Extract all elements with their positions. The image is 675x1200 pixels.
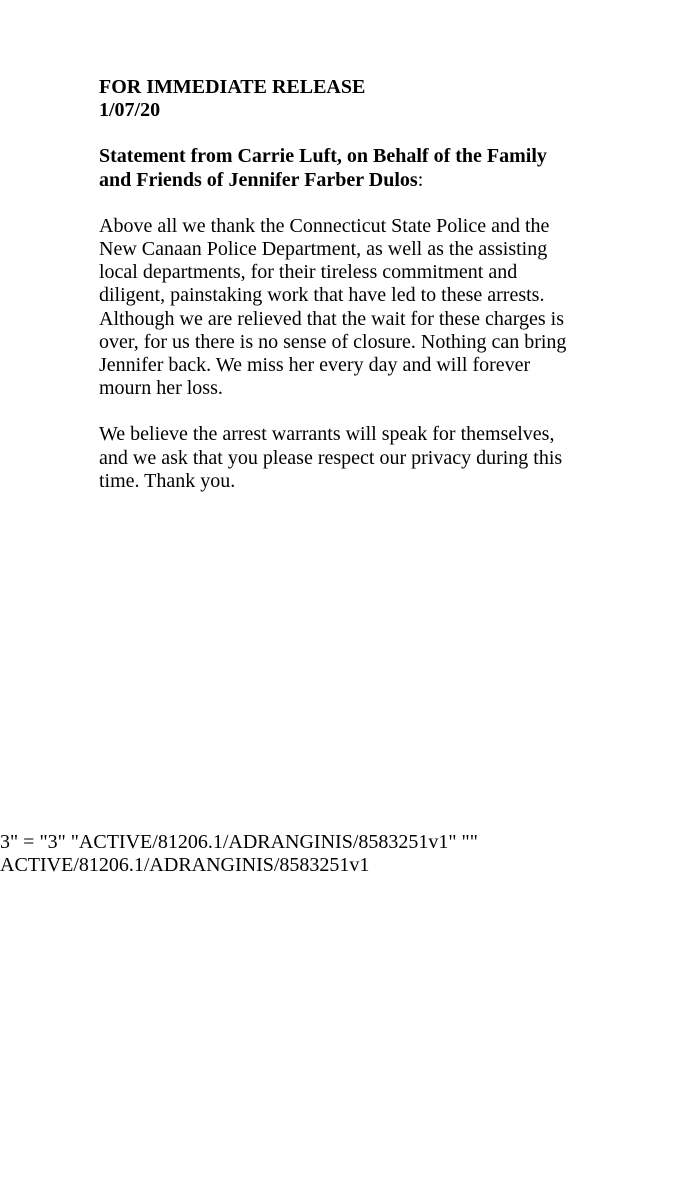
statement-heading-text: Statement from Carrie Luft, on Behalf of the Family and Friends of Jennifer Farber Dulos — [99, 145, 547, 191]
metadata-line-1: 3" = "3" "ACTIVE/81206.1/ADRANGINIS/8583251v1" "" — [0, 831, 478, 853]
document-metadata-footer — [0, 831, 478, 877]
statement-heading-colon: : — [417, 168, 424, 191]
press-release-document — [99, 76, 580, 516]
statement-paragraph-1: Above all we thank the Connecticut State Police and the New Canaan Police Department, as well as the assisting local departments, for their tireless commitment and diligent, painstaking work that have led to these arrests. Although we are relieved that the wait for these charges is over, for us there is no sense of closure. Nothing can bring Jennifer back. We miss her every day and will forever mourn her loss. — [99, 214, 567, 400]
release-header — [99, 76, 580, 122]
statement-paragraph-2: We believe the arrest warrants will speak for themselves, and we ask that you please respect our privacy during this time. Thank you. — [99, 423, 563, 492]
statement-heading — [99, 145, 580, 191]
release-date: 1/07/20 — [99, 99, 161, 122]
metadata-line-2: ACTIVE/81206.1/ADRANGINIS/8583251v1 — [0, 854, 370, 877]
release-line: FOR IMMEDIATE RELEASE — [99, 76, 366, 98]
